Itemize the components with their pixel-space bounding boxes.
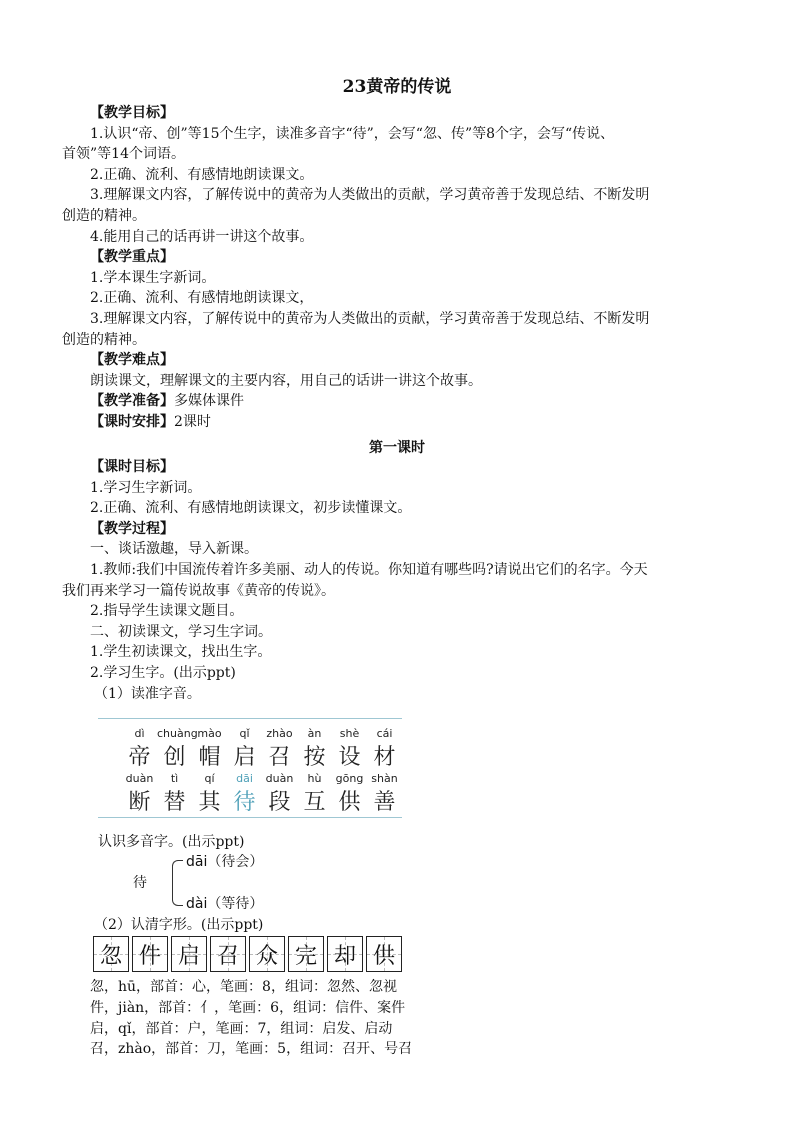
text-line: 【教学目标】 bbox=[90, 105, 174, 121]
box-char: 件 bbox=[138, 943, 161, 969]
pinyin-row-1 bbox=[122, 727, 402, 740]
shape-intro: （2）认清字形。(出示ppt) bbox=[94, 917, 264, 933]
text-line: 一、谈话激趣，导入新课。 bbox=[90, 541, 258, 558]
box-char: 忽 bbox=[99, 943, 122, 969]
pinyin: zhào bbox=[266, 727, 293, 740]
tianzige-box bbox=[249, 936, 285, 972]
separator-line bbox=[98, 817, 402, 818]
section-title: 第一课时 bbox=[369, 440, 425, 456]
tianzige-box bbox=[93, 936, 129, 972]
text-line: 【教学准备】多媒体课件 bbox=[90, 393, 244, 410]
box-char: 却 bbox=[333, 943, 356, 969]
hanzi: 帝 bbox=[128, 745, 151, 770]
pinyin-row-2 bbox=[122, 772, 402, 785]
text-line: 2.正确、流利、有感情地朗读课文， bbox=[90, 290, 314, 307]
tianzige-box bbox=[132, 936, 168, 972]
tianzige-box bbox=[366, 936, 402, 972]
pinyin: duàn bbox=[265, 772, 294, 785]
pinyin: duàn bbox=[125, 772, 154, 785]
polyphone-item: dāi（待会） bbox=[186, 854, 264, 870]
text-line: 朗读课文，理解课文的主要内容，用自己的话讲一讲这个故事。 bbox=[90, 372, 482, 389]
hanzi: 互 bbox=[303, 790, 326, 815]
hanzi: 创 bbox=[163, 745, 186, 770]
text-line: 2.学习生字。(出示ppt) bbox=[90, 665, 236, 681]
character-grid bbox=[93, 936, 405, 972]
text-line: 3.理解课文内容，了解传说中的黄帝为人类做出的贡献，学习黄帝善于发现总结、不断发明 bbox=[90, 187, 650, 204]
tianzige-box bbox=[210, 936, 246, 972]
pinyin: chuàng bbox=[157, 727, 198, 740]
pinyin: tì bbox=[170, 772, 179, 785]
pinyin: hù bbox=[307, 772, 322, 785]
hanzi: 段 bbox=[268, 790, 291, 815]
hanzi: 设 bbox=[338, 745, 361, 770]
box-char: 众 bbox=[255, 943, 278, 969]
box-char: 完 bbox=[294, 943, 317, 969]
text-line: 【课时安排】2课时 bbox=[90, 414, 211, 430]
hanzi: 材 bbox=[373, 745, 396, 770]
pinyin: dì bbox=[134, 727, 145, 740]
hanzi: 按 bbox=[303, 745, 326, 770]
pinyin: cái bbox=[376, 727, 393, 740]
hanzi-row-1 bbox=[122, 740, 402, 771]
hanzi: 启 bbox=[233, 745, 256, 770]
pinyin: àn bbox=[307, 727, 322, 740]
hanzi-row-2 bbox=[122, 785, 402, 816]
text-line: 【课时目标】 bbox=[90, 459, 174, 475]
text-line: 创造的精神。 bbox=[62, 331, 146, 348]
box-char: 供 bbox=[372, 943, 395, 969]
pinyin: mào bbox=[197, 727, 222, 740]
box-char: 召 bbox=[216, 943, 239, 969]
detail-line: 召，zhào，部首：刀，笔画：5，组词：召开、号召 bbox=[90, 1041, 413, 1058]
polyphone-item: dài（等待） bbox=[186, 896, 264, 912]
text-line: 2.正确、流利、有感情地朗读课文，初步读懂课文。 bbox=[90, 500, 412, 517]
tianzige-box bbox=[171, 936, 207, 972]
text-line: 2.指导学生读课文题目。 bbox=[90, 603, 244, 620]
pinyin: gōng bbox=[335, 772, 364, 785]
pinyin: qǐ bbox=[239, 727, 250, 740]
text-line: 二、初读课文，学习生字词。 bbox=[90, 623, 272, 640]
text-line: （1）读准字音。 bbox=[94, 685, 201, 702]
text-line: 2.正确、流利、有感情地朗读课文。 bbox=[90, 166, 314, 183]
detail-line: 忽，hū，部首：心，笔画：8，组词：忽然、忽视 bbox=[90, 979, 397, 995]
hanzi: 善 bbox=[373, 790, 396, 815]
text-line: 【教学重点】 bbox=[90, 249, 174, 266]
text-line: 1.教师:我们中国流传着许多美丽、动人的传说。你知道有哪些吗?请说出它们的名字。今天 bbox=[90, 562, 648, 578]
detail-line: 启，qǐ，部首：户，笔画：7，组词：启发、启动 bbox=[90, 1020, 393, 1037]
brace-icon bbox=[172, 860, 183, 906]
box-char: 启 bbox=[177, 943, 200, 969]
text-line: 【教学过程】 bbox=[90, 520, 174, 537]
pinyin: dāi bbox=[236, 772, 253, 785]
detail-line: 件，jiàn，部首：亻，笔画：6，组词：信件、案件 bbox=[90, 999, 406, 1016]
text-line: 创造的精神。 bbox=[62, 208, 146, 224]
tianzige-box bbox=[327, 936, 363, 972]
text-line: 1.学本课生字新词。 bbox=[90, 269, 216, 286]
text-line: 3.理解课文内容，了解传说中的黄帝为人类做出的贡献，学习黄帝善于发现总结、不断发明 bbox=[90, 311, 650, 327]
text-line: 我们再来学习一篇传说故事《黄帝的传说》。 bbox=[62, 582, 335, 599]
hanzi: 供 bbox=[338, 790, 361, 815]
hanzi: 断 bbox=[128, 790, 151, 815]
pinyin: shàn bbox=[371, 772, 398, 785]
hanzi: 替 bbox=[163, 790, 186, 815]
text-line: 1.学习生字新词。 bbox=[90, 479, 202, 496]
text-line: 4.能用自己的话再讲一讲这个故事。 bbox=[90, 228, 314, 245]
text-line: 首领”等14个词语。 bbox=[62, 146, 185, 163]
text-line: 【教学难点】 bbox=[90, 352, 174, 369]
separator-line bbox=[98, 718, 402, 719]
polyphone-intro: 认识多音字。(出示ppt) bbox=[98, 834, 245, 850]
document-title: 23黄帝的传说 bbox=[342, 77, 452, 97]
hanzi: 帽 bbox=[198, 745, 221, 770]
text-line: 1.认识“帝、创”等15个生字，读准多音字“待”，会写“忽、传”等8个字，会写“传说、 bbox=[90, 125, 615, 142]
text-line: 1.学生初读课文，找出生字。 bbox=[90, 644, 272, 661]
pinyin: shè bbox=[339, 727, 360, 740]
hanzi: 召 bbox=[268, 745, 291, 770]
tianzige-box bbox=[288, 936, 324, 972]
hanzi: 待 bbox=[233, 790, 256, 815]
polyphone-char: 待 bbox=[133, 875, 147, 891]
hanzi: 其 bbox=[198, 790, 221, 815]
pinyin: qí bbox=[204, 772, 215, 785]
